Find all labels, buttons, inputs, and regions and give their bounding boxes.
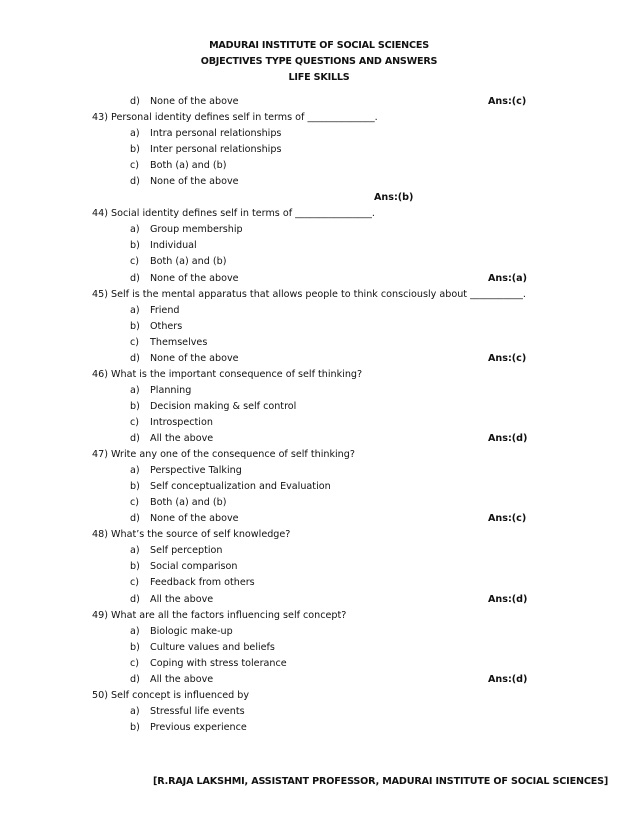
option-text: Intra personal relationships: [150, 128, 282, 140]
option-text: Others: [150, 320, 183, 332]
option-letter: c): [130, 160, 140, 172]
option-letter: d): [130, 593, 140, 605]
option-letter: b): [130, 721, 140, 733]
option-text: Individual: [150, 240, 197, 252]
option-text: Friend: [150, 304, 180, 316]
option-letter: d): [130, 96, 140, 107]
option-letter: c): [130, 336, 140, 348]
option-text: All the above: [150, 593, 214, 605]
option-text: Stressful life events: [150, 705, 245, 717]
answer-label: Ans:(a): [488, 272, 528, 284]
option-text: Decision making & self control: [150, 400, 297, 412]
footer-credit: [R.RAJA LAKSHMI, ASSISTANT PROFESSOR, MADURAI INSTITUTE OF SOCIAL SCIENCES]: [153, 776, 609, 787]
subject-title: LIFE SKILLS: [288, 72, 350, 83]
option-letter: c): [130, 497, 140, 509]
option-letter: c): [130, 657, 140, 669]
option-letter: a): [130, 705, 140, 717]
option-letter: b): [130, 400, 140, 412]
answer-label: Ans:(c): [488, 513, 527, 525]
option-letter: b): [130, 481, 140, 493]
question-text: 45) Self is the mental apparatus that allows people to think consciously about ___________.: [92, 288, 526, 300]
option-letter: c): [130, 256, 140, 268]
answer-label: Ans:(d): [488, 673, 528, 685]
option-letter: a): [130, 304, 140, 316]
option-letter: c): [130, 577, 140, 589]
option-text: Self conceptualization and Evaluation: [150, 481, 331, 493]
option-text: All the above: [150, 673, 214, 685]
option-text: Both (a) and (b): [150, 256, 227, 268]
option-letter: d): [130, 352, 140, 364]
option-letter: c): [130, 416, 140, 428]
option-text: None of the above: [150, 272, 239, 284]
option-letter: d): [130, 433, 140, 444]
question-text: 44) Social identity defines self in terms of ________________.: [92, 208, 375, 220]
option-letter: b): [130, 641, 140, 653]
option-letter: d): [130, 176, 140, 188]
option-letter: a): [130, 128, 140, 140]
option-letter: b): [130, 144, 140, 156]
option-letter: d): [130, 272, 140, 284]
option-letter: b): [130, 320, 140, 332]
document-subtitle: OBJECTIVES TYPE QUESTIONS AND ANSWERS: [200, 56, 438, 67]
option-text: Planning: [150, 384, 192, 396]
option-text: Feedback from others: [150, 577, 255, 589]
option-text: None of the above: [150, 176, 239, 188]
option-letter: a): [130, 545, 140, 557]
option-text: Social comparison: [150, 561, 238, 573]
option-letter: a): [130, 625, 140, 637]
option-text: Group membership: [150, 224, 243, 236]
option-text: Coping with stress tolerance: [150, 657, 287, 669]
option-text: Self perception: [150, 545, 223, 557]
option-letter: b): [130, 561, 140, 573]
option-letter: a): [130, 465, 140, 477]
option-text: Themselves: [150, 336, 208, 348]
option-text: Inter personal relationships: [150, 144, 282, 156]
answer-label: Ans:(d): [488, 593, 528, 605]
option-text: Biologic make-up: [150, 625, 233, 637]
institute-title: MADURAI INSTITUTE OF SOCIAL SCIENCES: [209, 40, 429, 51]
option-text: Perspective Talking: [150, 465, 242, 477]
option-text: Previous experience: [150, 721, 247, 733]
question-text: 50) Self concept is influenced by: [92, 689, 250, 701]
question-text: 48) What’s the source of self knowledge?: [92, 529, 291, 541]
option-text: None of the above: [150, 352, 239, 364]
option-letter: d): [130, 673, 140, 685]
question-text: 43) Personal identity defines self in terms of ______________.: [92, 112, 378, 123]
option-text: Introspection: [150, 416, 213, 428]
answer-label: Ans:(c): [488, 96, 527, 107]
option-text: Both (a) and (b): [150, 497, 227, 509]
question-text: 47) Write any one of the consequence of self thinking?: [92, 449, 355, 461]
option-text: Culture values and beliefs: [150, 641, 275, 653]
answer-label: Ans:(d): [488, 433, 528, 444]
answer-label: Ans:(b): [374, 192, 414, 204]
option-text: None of the above: [150, 513, 239, 525]
question-text: 46) What is the important consequence of self thinking?: [92, 368, 363, 380]
option-letter: a): [130, 224, 140, 236]
question-text: 49) What are all the factors influencing self concept?: [92, 609, 347, 621]
option-letter: a): [130, 384, 140, 396]
answer-label: Ans:(c): [488, 352, 527, 364]
option-text: All the above: [150, 433, 214, 444]
option-letter: b): [130, 240, 140, 252]
option-text: Both (a) and (b): [150, 160, 227, 172]
option-text: None of the above: [150, 96, 239, 107]
option-letter: d): [130, 513, 140, 525]
